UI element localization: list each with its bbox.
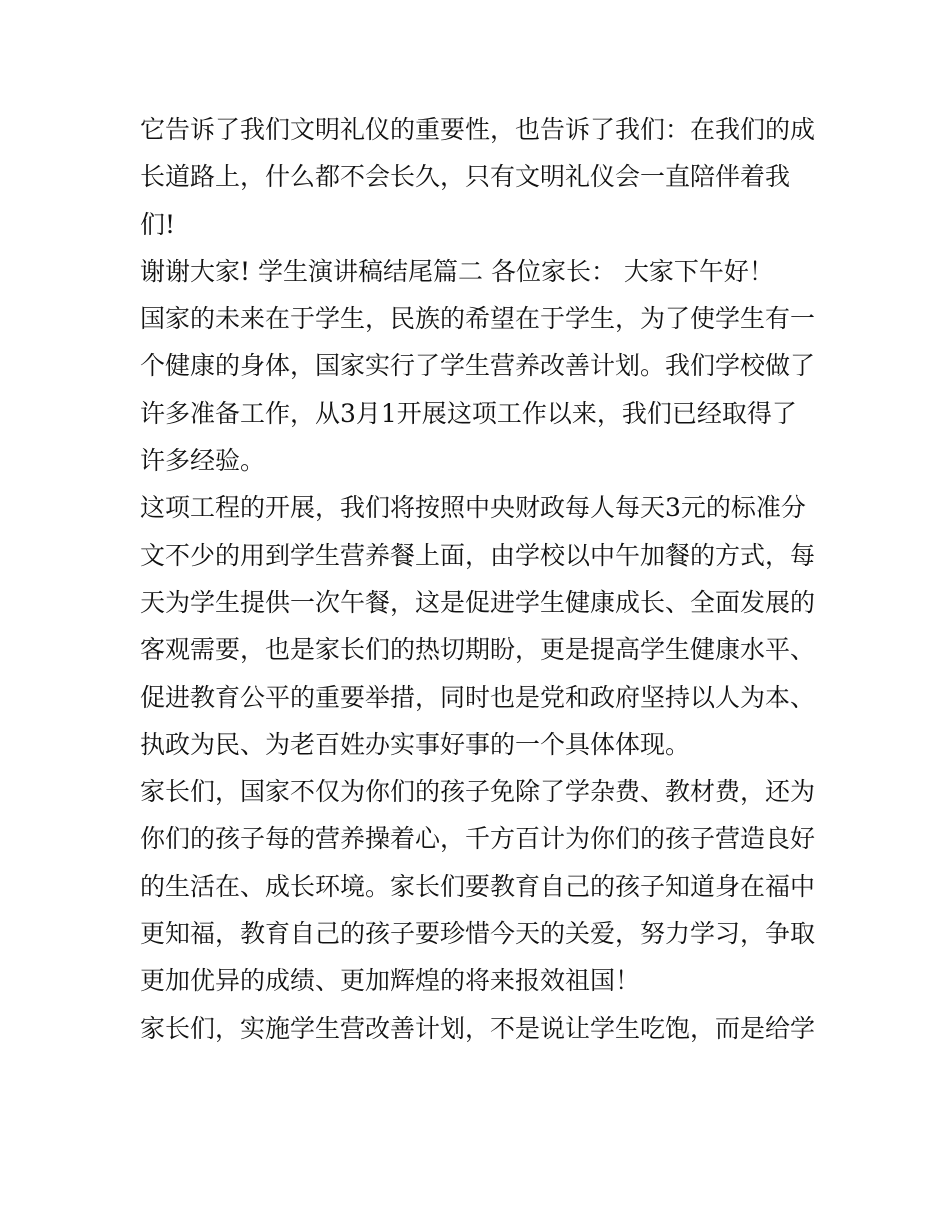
text-line: 谢谢大家! 学生演讲稿结尾篇二 各位家长： 大家下午好！ (140, 256, 774, 286)
text-line: 你们的孩子每的营养操着心，千方百计为你们的孩子营造良好 (140, 824, 816, 854)
text-line: 天为学生提供一次午餐，这是促进学生健康成长、全面发展的 (140, 587, 816, 617)
text-line: 更知福，教育自己的孩子要珍惜今天的关爱，努力学习，争取 (140, 919, 816, 949)
paragraph (140, 1005, 820, 1052)
text-line: 它告诉了我们文明礼仪的重要性，也告诉了我们：在我们的成 (140, 115, 816, 144)
text-line: 家长们，实施学生营改善计划，不是说让学生吃饱，而是给学 (140, 1013, 816, 1043)
paragraph (140, 768, 820, 1004)
text-line: 个健康的身体，国家实行了学生营养改善计划。我们学校做了 (140, 351, 816, 381)
text-line: 许多经验。 (140, 446, 266, 476)
text-line: 促进教育公平的重要举措，同时也是党和政府坚持以人为本、 (140, 682, 816, 712)
paragraph (140, 106, 820, 248)
text-line: 们! (140, 209, 176, 239)
text-line: 的生活在、成长环境。家长们要教育自己的孩子知道身在福中 (140, 871, 816, 901)
paragraph (140, 248, 820, 295)
text-line: 客观需要，也是家长们的热切期盼，更是提高学生健康水平、 (140, 635, 816, 665)
text-line: 家长们，国家不仅为你们的孩子免除了学杂费、教材费，还为 (140, 777, 816, 807)
text-line: 执政为民、为老百姓办实事好事的一个具体体现。 (140, 729, 691, 759)
text-line: 这项工程的开展，我们将按照中央财政每人每天3元的标准分 (140, 493, 806, 523)
paragraph (140, 295, 820, 484)
text-line: 更加优异的成绩、更加辉煌的将来报效祖国！ (140, 966, 641, 996)
text-line: 国家的未来在于学生，民族的希望在于学生，为了使学生有一 (140, 304, 816, 334)
paragraph (140, 484, 820, 768)
document-body (140, 106, 820, 1052)
text-line: 许多准备工作，从3月1开展这项工作以来，我们已经取得了 (140, 398, 797, 428)
text-line: 长道路上，什么都不会长久，只有文明礼仪会一直陪伴着我 (140, 162, 791, 192)
text-line: 文不少的用到学生营养餐上面，由学校以中午加餐的方式，每 (140, 540, 816, 570)
